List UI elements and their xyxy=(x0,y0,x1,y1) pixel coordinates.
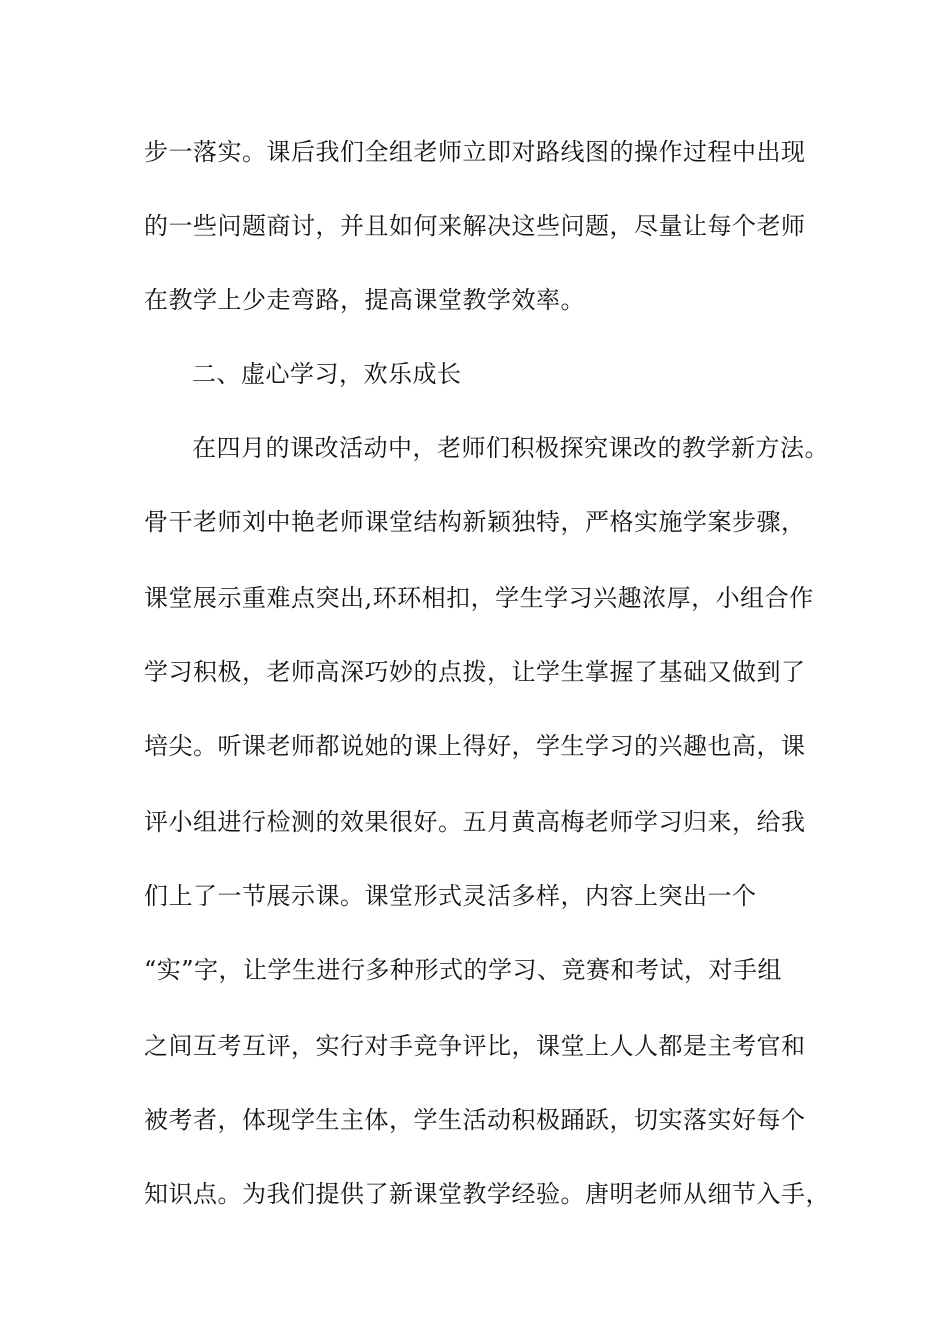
body-text-line: 步一落实。课后我们全组老师立即对路线图的操作过程中出现 xyxy=(144,138,806,166)
body-text-line: 们上了一节展示课。课堂形式灵活多样，内容上突出一个 xyxy=(144,882,757,910)
body-text-line: “实”字，让学生进行多种形式的学习、竞赛和考试，对手组 xyxy=(144,956,783,984)
body-text-line: 骨干老师刘中艳老师课堂结构新颖独特，严格实施学案步骤， xyxy=(144,508,806,536)
body-text-line: 被考者，体现学生主体，学生活动积极踊跃，切实落实好每个 xyxy=(144,1106,806,1134)
body-text-line: 评小组进行检测的效果很好。五月黄高梅老师学习归来，给我 xyxy=(144,808,806,836)
body-text-line: 的一些问题商讨，并且如何来解决这些问题，尽量让每个老师 xyxy=(144,212,806,240)
body-text-line: 学习积极，老师高深巧妙的点拨，让学生掌握了基础又做到了 xyxy=(144,658,806,686)
body-text-line: 在教学上少走弯路，提高课堂教学效率。 xyxy=(144,286,585,314)
body-text-line: 课堂展示重难点突出,环环相扣，学生学习兴趣浓厚，小组合作 xyxy=(144,584,814,612)
body-text-line: 之间互考互评，实行对手竞争评比，课堂上人人都是主考官和 xyxy=(144,1032,806,1060)
section-heading: 二、虚心学习，欢乐成长 xyxy=(192,360,462,388)
body-text-line: 培尖。听课老师都说她的课上得好，学生学习的兴趣也高，课 xyxy=(144,732,806,760)
body-text-line: 在四月的课改活动中，老师们积极探究课改的教学新方法。 xyxy=(192,434,829,462)
body-text-line: 知识点。为我们提供了新课堂教学经验。唐明老师从细节入手， xyxy=(144,1180,830,1208)
